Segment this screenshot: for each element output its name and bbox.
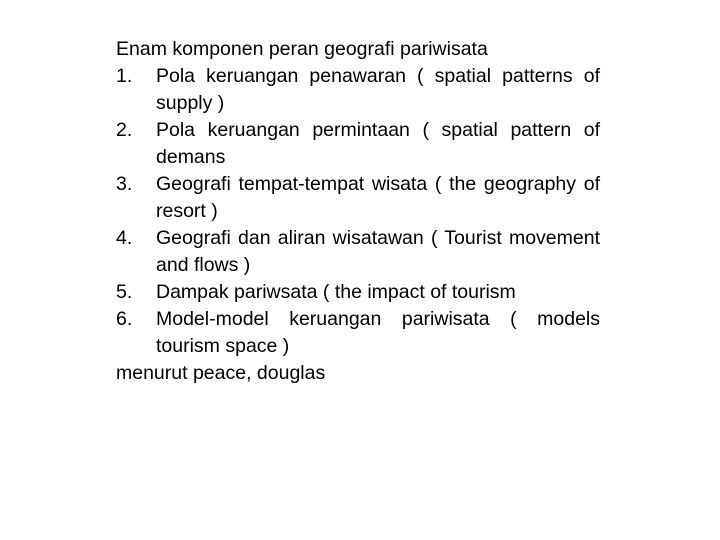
list-item-number: 6.: [116, 308, 133, 330]
list-item-text: Dampak pariwsata ( the impact of tourism: [156, 281, 516, 303]
list-item-number: 4.: [116, 227, 133, 249]
list-item-number: 5.: [116, 281, 133, 303]
list-item-text: Geografi dan aliran wisatawan ( Tourist movement and flows ): [156, 227, 600, 276]
list-item-text: Geografi tempat-tempat wisata ( the geography of resort ): [156, 173, 600, 222]
list-item: [116, 306, 600, 360]
list-item-number: 1.: [116, 65, 133, 87]
list-item: [116, 117, 600, 171]
list-item: [116, 63, 600, 117]
source-note: menurut peace, douglas: [116, 362, 326, 384]
list-item-number: 3.: [116, 173, 133, 195]
slide-heading: Enam komponen peran geografi pariwisata: [116, 38, 488, 60]
slide-content: [116, 36, 600, 387]
list-item: [116, 171, 600, 225]
list-item: [116, 279, 600, 306]
list-item-text: Model-model keruangan pariwisata ( models tourism space ): [156, 308, 600, 357]
list-item-number: 2.: [116, 119, 133, 141]
list-item: [116, 225, 600, 279]
list-item-text: Pola keruangan permintaan ( spatial pattern of demans: [156, 119, 600, 168]
component-list: [116, 63, 600, 360]
list-item-text: Pola keruangan penawaran ( spatial patterns of supply ): [156, 65, 600, 114]
